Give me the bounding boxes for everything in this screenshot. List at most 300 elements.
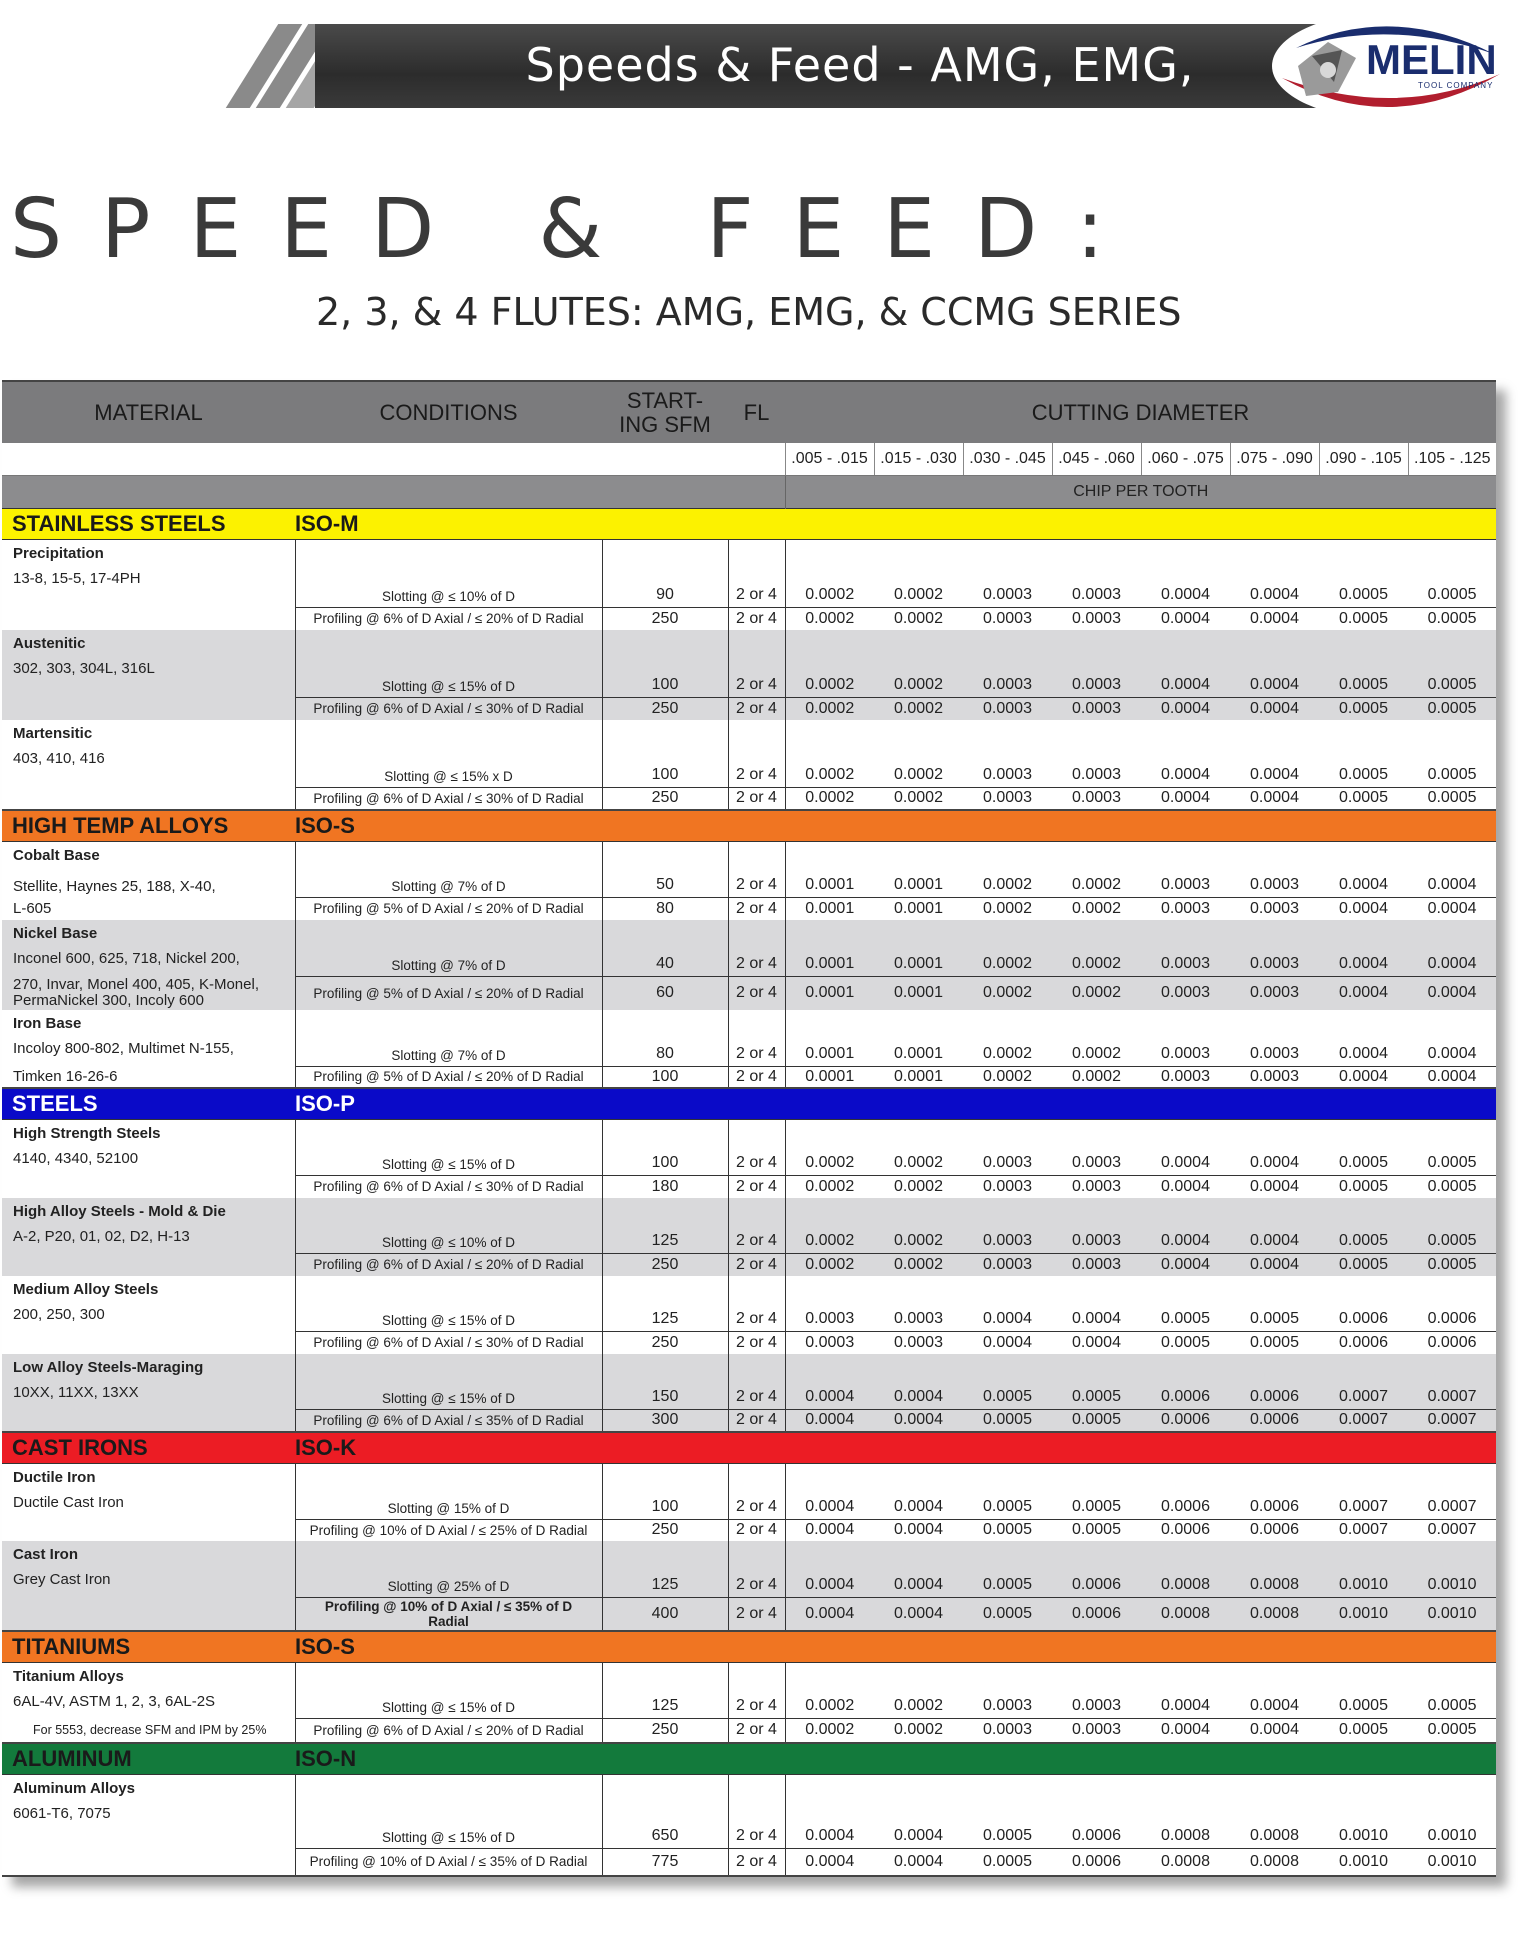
flute-cell: 2 or 4 — [728, 1176, 785, 1198]
chip-load-cell: 0.0006 — [1141, 1354, 1230, 1410]
chip-load-cell: 0.0006 — [1319, 1276, 1408, 1332]
col-header-conditions: CONDITIONS — [295, 381, 602, 443]
chip-load-cell: 0.0004 — [785, 1354, 874, 1410]
chip-load-cell: 0.0004 — [785, 1597, 874, 1631]
header-banner — [0, 0, 1531, 154]
chip-load-cell: 0.0007 — [1319, 1519, 1408, 1541]
chip-load-cell: 0.0002 — [963, 976, 1052, 1010]
material-grades: Stellite, Haynes 25, 188, X-40, — [13, 877, 216, 895]
chip-load-cell: 0.0003 — [963, 630, 1052, 698]
chip-load-cell: 0.0003 — [785, 1276, 874, 1332]
chip-load-cell: 0.0001 — [874, 897, 963, 920]
chip-load-cell: 0.0004 — [874, 1463, 963, 1519]
sfm-cell: 300 — [602, 1410, 728, 1432]
chip-load-cell: 0.0005 — [963, 1774, 1052, 1848]
chip-load-cell: 0.0005 — [1408, 1254, 1496, 1276]
chip-load-cell: 0.0002 — [874, 698, 963, 720]
condition-cell: Slotting @ 7% of D — [295, 841, 602, 897]
sfm-cell: 180 — [602, 1176, 728, 1198]
flute-cell: 2 or 4 — [728, 1120, 785, 1176]
material-cell — [2, 1848, 295, 1876]
chip-load-cell: 0.0002 — [785, 1198, 874, 1254]
chip-load-cell: 0.0006 — [1408, 1276, 1496, 1332]
chip-load-cell: 0.0004 — [1141, 1198, 1230, 1254]
sfm-cell: 125 — [602, 1663, 728, 1719]
chip-load-cell: 0.0008 — [1230, 1541, 1319, 1597]
chip-load-cell: 0.0005 — [1408, 720, 1496, 788]
chip-load-cell: 0.0003 — [1052, 720, 1141, 788]
col-header-cutting-diameter: CUTTING DIAMETER — [785, 381, 1496, 443]
material-cell — [2, 1176, 295, 1198]
chip-load-cell: 0.0004 — [1230, 698, 1319, 720]
chip-load-cell: 0.0003 — [1141, 920, 1230, 976]
flute-cell: 2 or 4 — [728, 1719, 785, 1743]
chip-load-cell: 0.0002 — [874, 788, 963, 810]
chip-load-cell: 0.0002 — [963, 841, 1052, 897]
sfm-cell: 250 — [602, 788, 728, 810]
chip-load-cell: 0.0008 — [1141, 1597, 1230, 1631]
chip-load-cell: 0.0005 — [1052, 1354, 1141, 1410]
sfm-cell: 90 — [602, 540, 728, 608]
chip-load-cell: 0.0007 — [1319, 1354, 1408, 1410]
chip-load-cell: 0.0002 — [1052, 976, 1141, 1010]
chip-load-cell: 0.0005 — [1408, 1198, 1496, 1254]
chip-load-cell: 0.0004 — [874, 1597, 963, 1631]
material-name: Cast Iron — [13, 1546, 79, 1563]
material-name: Cobalt Base — [13, 846, 100, 864]
chip-load-cell: 0.0010 — [1408, 1541, 1496, 1597]
chip-load-cell: 0.0004 — [1319, 1066, 1408, 1088]
chip-load-cell: 0.0004 — [1141, 1176, 1230, 1198]
flute-cell: 2 or 4 — [728, 1663, 785, 1719]
material-grades-cont: L-605 — [13, 899, 52, 917]
chip-load-cell: 0.0001 — [874, 976, 963, 1010]
chip-load-cell: 0.0002 — [785, 1663, 874, 1719]
material-grades: Incoloy 800-802, Multimet N-155, — [13, 1040, 234, 1057]
table-row — [2, 1176, 1496, 1198]
table-row — [2, 1848, 1496, 1876]
material-grades: 403, 410, 416 — [13, 749, 105, 767]
chip-load-cell: 0.0002 — [963, 920, 1052, 976]
chip-load-cell: 0.0008 — [1230, 1774, 1319, 1848]
condition-cell: Slotting @ ≤ 10% of D — [295, 540, 602, 608]
chip-load-cell: 0.0003 — [1052, 608, 1141, 630]
chip-load-cell: 0.0004 — [785, 1463, 874, 1519]
chip-load-cell: 0.0004 — [785, 1848, 874, 1876]
sfm-cell: 250 — [602, 698, 728, 720]
sfm-cell: 50 — [602, 841, 728, 897]
chip-load-cell: 0.0004 — [1141, 630, 1230, 698]
chip-load-cell: 0.0005 — [1319, 698, 1408, 720]
table-row — [2, 841, 1496, 897]
chip-load-cell: 0.0005 — [1230, 1332, 1319, 1354]
range-header: .045 - .060 — [1052, 443, 1141, 476]
chip-load-cell: 0.0005 — [1319, 1198, 1408, 1254]
chip-load-cell: 0.0003 — [1230, 1066, 1319, 1088]
table-row — [2, 897, 1496, 920]
condition-cell: Slotting @ ≤ 15% of D — [295, 1663, 602, 1719]
table-row — [2, 1774, 1496, 1848]
table-row — [2, 788, 1496, 810]
blank-cell — [2, 443, 295, 476]
chip-load-cell: 0.0004 — [1408, 897, 1496, 920]
chip-load-cell: 0.0005 — [1408, 540, 1496, 608]
condition-cell: Profiling @ 10% of D Axial / ≤ 35% of D Radial — [295, 1597, 602, 1631]
table-row — [2, 540, 1496, 608]
sfm-cell: 250 — [602, 1332, 728, 1354]
material-name: Aluminum Alloys — [13, 1779, 135, 1797]
chip-load-cell: 0.0001 — [785, 920, 874, 976]
material-cell — [2, 1463, 295, 1519]
condition-cell: Slotting @ ≤ 15% of D — [295, 1774, 602, 1848]
material-cell — [2, 1010, 295, 1066]
chip-load-cell: 0.0010 — [1319, 1848, 1408, 1876]
material-cell — [2, 841, 295, 897]
page-subtitle: 2, 3, & 4 FLUTES: AMG, EMG, & CCMG SERIES — [316, 290, 1182, 334]
sfm-cell: 250 — [602, 1719, 728, 1743]
chip-load-cell: 0.0005 — [1408, 630, 1496, 698]
flute-cell: 2 or 4 — [728, 608, 785, 630]
chip-load-cell: 0.0002 — [785, 608, 874, 630]
material-cell — [2, 1254, 295, 1276]
material-cell — [2, 1066, 295, 1088]
material-cell — [2, 976, 295, 1010]
flute-cell: 2 or 4 — [728, 1410, 785, 1432]
flute-cell: 2 or 4 — [728, 1332, 785, 1354]
flute-cell: 2 or 4 — [728, 540, 785, 608]
logo-text: MELIN — [1366, 36, 1497, 83]
condition-cell: Slotting @ 25% of D — [295, 1541, 602, 1597]
chip-load-cell: 0.0004 — [1141, 698, 1230, 720]
condition-cell: Slotting @ ≤ 10% of D — [295, 1198, 602, 1254]
table — [2, 380, 1496, 1877]
category-iso: ISO-S — [295, 1631, 1496, 1663]
flute-cell: 2 or 4 — [728, 1198, 785, 1254]
chip-load-cell: 0.0005 — [1408, 1120, 1496, 1176]
melin-logo — [1268, 8, 1512, 126]
flute-cell: 2 or 4 — [728, 1848, 785, 1876]
chip-load-cell: 0.0002 — [1052, 1010, 1141, 1066]
chip-load-cell: 0.0006 — [1052, 1597, 1141, 1631]
sfm-cell: 80 — [602, 897, 728, 920]
category-iso: ISO-N — [295, 1743, 1496, 1775]
condition-cell: Slotting @ 7% of D — [295, 920, 602, 976]
chip-load-cell: 0.0005 — [1319, 1120, 1408, 1176]
chip-load-cell: 0.0001 — [785, 976, 874, 1010]
chip-load-cell: 0.0005 — [963, 1541, 1052, 1597]
chip-per-tooth-label: CHIP PER TOOTH — [785, 476, 1496, 509]
material-name: Medium Alloy Steels — [13, 1280, 159, 1298]
chip-load-cell: 0.0008 — [1230, 1597, 1319, 1631]
material-grades: 4140, 4340, 52100 — [13, 1150, 139, 1167]
chip-load-cell: 0.0010 — [1319, 1541, 1408, 1597]
chip-load-cell: 0.0005 — [1408, 698, 1496, 720]
material-name: Ductile Iron — [13, 1468, 96, 1486]
chip-load-cell: 0.0004 — [874, 1354, 963, 1410]
chip-load-cell: 0.0004 — [1141, 1120, 1230, 1176]
chip-load-cell: 0.0001 — [785, 897, 874, 920]
chip-load-cell: 0.0007 — [1319, 1463, 1408, 1519]
material-cell — [2, 1597, 295, 1631]
chip-load-cell: 0.0006 — [1141, 1463, 1230, 1519]
chip-load-cell: 0.0005 — [1319, 540, 1408, 608]
chip-load-cell: 0.0004 — [1141, 1254, 1230, 1276]
flute-cell: 2 or 4 — [728, 897, 785, 920]
sfm-cell: 250 — [602, 608, 728, 630]
chip-load-cell: 0.0001 — [874, 1066, 963, 1088]
sfm-cell: 150 — [602, 1354, 728, 1410]
chip-row — [2, 476, 1496, 509]
condition-cell: Slotting @ 15% of D — [295, 1463, 602, 1519]
chip-load-cell: 0.0004 — [1141, 788, 1230, 810]
condition-cell: Profiling @ 5% of D Axial / ≤ 20% of D Radial — [295, 1066, 602, 1088]
table-row — [2, 1120, 1496, 1176]
table-row — [2, 1354, 1496, 1410]
table-row — [2, 1276, 1496, 1332]
material-cell — [2, 720, 295, 788]
chip-load-cell: 0.0002 — [785, 788, 874, 810]
chip-load-cell: 0.0002 — [963, 897, 1052, 920]
chip-load-cell: 0.0002 — [785, 630, 874, 698]
chip-load-cell: 0.0004 — [1141, 720, 1230, 788]
chip-load-cell: 0.0008 — [1141, 1848, 1230, 1876]
condition-cell: Slotting @ ≤ 15% of D — [295, 630, 602, 698]
chip-load-cell: 0.0006 — [1052, 1541, 1141, 1597]
flute-cell: 2 or 4 — [728, 720, 785, 788]
page-title: SPEED & FEED: — [10, 182, 1143, 277]
chip-load-cell: 0.0004 — [963, 1276, 1052, 1332]
chip-load-cell: 0.0007 — [1408, 1410, 1496, 1432]
material-cell — [2, 540, 295, 608]
category-iso: ISO-K — [295, 1432, 1496, 1464]
chip-load-cell: 0.0004 — [1230, 1176, 1319, 1198]
sfm-cell: 775 — [602, 1848, 728, 1876]
table-row — [2, 630, 1496, 698]
chip-load-cell: 0.0003 — [1052, 788, 1141, 810]
chip-load-cell: 0.0001 — [785, 841, 874, 897]
chip-load-cell: 0.0004 — [1319, 920, 1408, 976]
chip-load-cell: 0.0005 — [963, 1519, 1052, 1541]
table-row — [2, 1597, 1496, 1631]
condition-cell: Slotting @ ≤ 15% of D — [295, 1276, 602, 1332]
condition-cell: Profiling @ 6% of D Axial / ≤ 35% of D Radial — [295, 1410, 602, 1432]
material-cell — [2, 1719, 295, 1743]
material-cell — [2, 897, 295, 920]
chip-load-cell: 0.0006 — [1230, 1463, 1319, 1519]
chip-load-cell: 0.0005 — [1408, 788, 1496, 810]
chip-load-cell: 0.0003 — [1230, 841, 1319, 897]
blank-cell — [728, 443, 785, 476]
chip-load-cell: 0.0002 — [874, 1198, 963, 1254]
chip-load-cell: 0.0002 — [785, 1120, 874, 1176]
material-cell — [2, 1354, 295, 1410]
material-name: Precipitation — [13, 545, 104, 562]
condition-cell: Profiling @ 6% of D Axial / ≤ 20% of D Radial — [295, 1719, 602, 1743]
chip-load-cell: 0.0005 — [963, 1597, 1052, 1631]
col-header-sfm-line1: START- — [626, 387, 704, 413]
material-cell — [2, 698, 295, 720]
material-cell — [2, 1276, 295, 1332]
chip-load-cell: 0.0005 — [1141, 1332, 1230, 1354]
chip-load-cell: 0.0005 — [1052, 1519, 1141, 1541]
category-iso: ISO-P — [295, 1088, 1496, 1120]
chip-load-cell: 0.0006 — [1408, 1332, 1496, 1354]
chip-load-cell: 0.0010 — [1408, 1774, 1496, 1848]
material-name: Martensitic — [13, 724, 93, 742]
category-name: ALUMINUM — [2, 1743, 295, 1775]
chip-load-cell: 0.0004 — [1408, 841, 1496, 897]
category-row — [2, 1743, 1496, 1775]
chip-load-cell: 0.0005 — [1319, 720, 1408, 788]
chip-load-cell: 0.0005 — [1408, 1719, 1496, 1743]
chip-load-cell: 0.0004 — [1319, 897, 1408, 920]
chip-load-cell: 0.0005 — [963, 1463, 1052, 1519]
sfm-cell: 400 — [602, 1597, 728, 1631]
material-cell — [2, 1120, 295, 1176]
chip-load-cell: 0.0003 — [963, 698, 1052, 720]
chip-load-cell: 0.0003 — [1052, 630, 1141, 698]
chip-load-cell: 0.0002 — [785, 1719, 874, 1743]
chip-load-cell: 0.0002 — [1052, 1066, 1141, 1088]
chip-load-cell: 0.0003 — [1230, 920, 1319, 976]
table-row — [2, 720, 1496, 788]
chip-load-cell: 0.0007 — [1408, 1463, 1496, 1519]
chip-load-cell: 0.0004 — [1052, 1332, 1141, 1354]
category-iso: ISO-S — [295, 810, 1496, 842]
logo-subtext: TOOL COMPANY — [1418, 81, 1494, 90]
chip-load-cell: 0.0004 — [1230, 1254, 1319, 1276]
condition-cell: Profiling @ 6% of D Axial / ≤ 30% of D Radial — [295, 1176, 602, 1198]
condition-cell: Slotting @ ≤ 15% x D — [295, 720, 602, 788]
chip-load-cell: 0.0005 — [963, 1354, 1052, 1410]
chip-load-cell: 0.0004 — [1230, 630, 1319, 698]
chip-load-cell: 0.0007 — [1319, 1410, 1408, 1432]
chip-load-cell: 0.0002 — [874, 1120, 963, 1176]
flute-cell: 2 or 4 — [728, 1066, 785, 1088]
chip-load-cell: 0.0010 — [1319, 1774, 1408, 1848]
chip-load-cell: 0.0002 — [785, 720, 874, 788]
material-grades-cont: Timken 16-26-6 — [13, 1067, 118, 1085]
chip-load-cell: 0.0004 — [1230, 788, 1319, 810]
chip-load-cell: 0.0003 — [874, 1332, 963, 1354]
chip-load-cell: 0.0004 — [1230, 608, 1319, 630]
chip-load-cell: 0.0003 — [1141, 1066, 1230, 1088]
chip-load-cell: 0.0004 — [1141, 540, 1230, 608]
chip-load-cell: 0.0002 — [785, 1254, 874, 1276]
chip-load-cell: 0.0002 — [963, 1066, 1052, 1088]
header-row — [2, 381, 1496, 443]
chip-load-cell: 0.0007 — [1408, 1519, 1496, 1541]
table-row — [2, 1410, 1496, 1432]
range-header: .105 - .125 — [1408, 443, 1496, 476]
chip-load-cell: 0.0004 — [785, 1774, 874, 1848]
chip-load-cell: 0.0001 — [874, 1010, 963, 1066]
chip-load-cell: 0.0003 — [963, 788, 1052, 810]
flute-cell: 2 or 4 — [728, 841, 785, 897]
material-cell — [2, 1519, 295, 1541]
chip-load-cell: 0.0003 — [874, 1276, 963, 1332]
table-row — [2, 1541, 1496, 1597]
speed-feed-table — [2, 380, 1496, 1877]
chip-load-cell: 0.0006 — [1319, 1332, 1408, 1354]
chip-load-cell: 0.0006 — [1230, 1410, 1319, 1432]
flute-cell: 2 or 4 — [728, 920, 785, 976]
chip-load-cell: 0.0003 — [1141, 841, 1230, 897]
condition-cell: Profiling @ 5% of D Axial / ≤ 20% of D Radial — [295, 976, 602, 1010]
flute-cell: 2 or 4 — [728, 698, 785, 720]
category-row — [2, 509, 1496, 540]
chip-load-cell: 0.0003 — [785, 1332, 874, 1354]
flute-cell: 2 or 4 — [728, 1519, 785, 1541]
chip-load-cell: 0.0005 — [1052, 1463, 1141, 1519]
chip-load-cell: 0.0005 — [1319, 1176, 1408, 1198]
chip-load-cell: 0.0005 — [1230, 1276, 1319, 1332]
sfm-cell: 100 — [602, 630, 728, 698]
flute-cell: 2 or 4 — [728, 1463, 785, 1519]
chip-load-cell: 0.0004 — [785, 1410, 874, 1432]
chip-load-cell: 0.0003 — [963, 1663, 1052, 1719]
chip-load-cell: 0.0003 — [1052, 1719, 1141, 1743]
material-cell — [2, 1198, 295, 1254]
chip-load-cell: 0.0005 — [1319, 1663, 1408, 1719]
range-header: .075 - .090 — [1230, 443, 1319, 476]
chip-load-cell: 0.0002 — [785, 540, 874, 608]
chip-load-cell: 0.0003 — [1230, 897, 1319, 920]
material-name: Nickel Base — [13, 925, 98, 942]
flute-cell: 2 or 4 — [728, 1354, 785, 1410]
chip-load-cell: 0.0003 — [963, 720, 1052, 788]
chip-load-cell: 0.0005 — [1408, 608, 1496, 630]
condition-cell: Profiling @ 10% of D Axial / ≤ 35% of D Radial — [295, 1848, 602, 1876]
chip-load-cell: 0.0004 — [874, 1410, 963, 1432]
chip-load-cell: 0.0004 — [1408, 976, 1496, 1010]
chip-load-cell: 0.0010 — [1408, 1848, 1496, 1876]
chip-load-cell: 0.0004 — [785, 1519, 874, 1541]
material-cell — [2, 1332, 295, 1354]
material-cell — [2, 1774, 295, 1848]
table-row — [2, 1663, 1496, 1719]
col-header-sfm — [602, 381, 728, 443]
chip-load-cell: 0.0005 — [1408, 1663, 1496, 1719]
chip-load-cell: 0.0002 — [874, 1254, 963, 1276]
sfm-cell: 100 — [602, 1120, 728, 1176]
chip-load-cell: 0.0004 — [1408, 1066, 1496, 1088]
range-row — [2, 443, 1496, 476]
material-grades: 6AL-4V, ASTM 1, 2, 3, 6AL-2S — [13, 1693, 216, 1710]
chip-load-cell: 0.0004 — [1230, 540, 1319, 608]
chip-load-cell: 0.0004 — [874, 1848, 963, 1876]
condition-cell: Profiling @ 6% of D Axial / ≤ 20% of D Radial — [295, 608, 602, 630]
chip-load-cell: 0.0004 — [1141, 1719, 1230, 1743]
sfm-cell: 100 — [602, 720, 728, 788]
category-row — [2, 810, 1496, 842]
material-name: Iron Base — [13, 1015, 82, 1032]
chip-load-cell: 0.0004 — [1141, 608, 1230, 630]
chip-load-cell: 0.0002 — [874, 540, 963, 608]
chip-load-cell: 0.0006 — [1141, 1519, 1230, 1541]
chip-load-cell: 0.0004 — [874, 1541, 963, 1597]
material-grades: Grey Cast Iron — [13, 1571, 111, 1588]
flute-cell: 2 or 4 — [728, 1276, 785, 1332]
chip-load-cell: 0.0004 — [1141, 1663, 1230, 1719]
material-cell — [2, 1410, 295, 1432]
chip-load-cell: 0.0003 — [1052, 540, 1141, 608]
chip-load-cell: 0.0002 — [874, 608, 963, 630]
condition-cell: Profiling @ 5% of D Axial / ≤ 20% of D Radial — [295, 897, 602, 920]
table-row — [2, 698, 1496, 720]
material-note: For 5553, decrease SFM and IPM by 25% — [33, 1723, 267, 1737]
chip-load-cell: 0.0004 — [1408, 920, 1496, 976]
